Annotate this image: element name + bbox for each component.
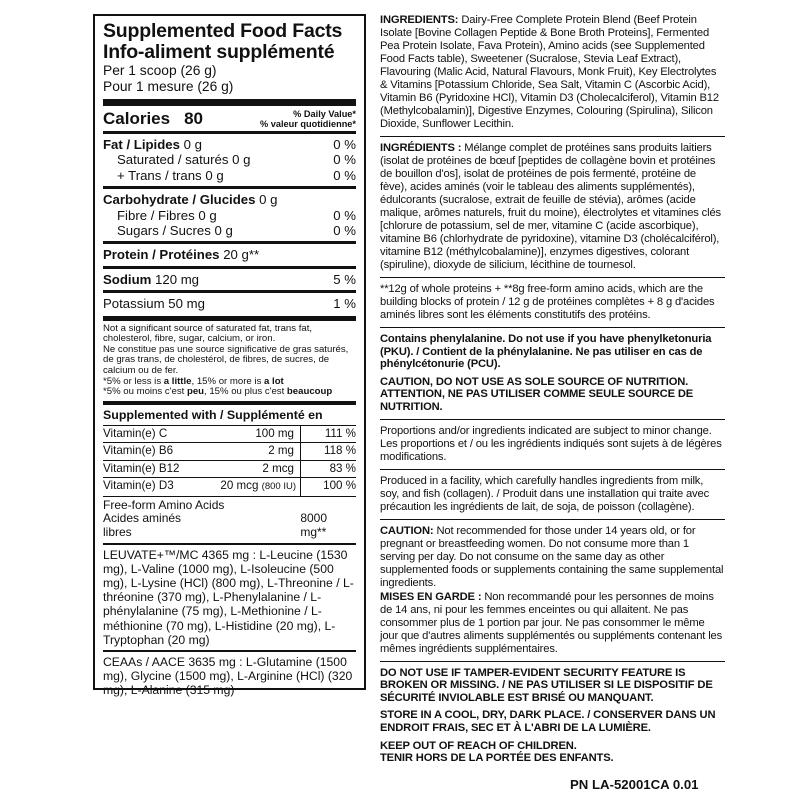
divider bbox=[380, 327, 725, 328]
ingredients-en bbox=[380, 14, 725, 131]
vitamin-amount: 2 mg bbox=[268, 444, 294, 458]
nutrient-row-saturated bbox=[103, 152, 356, 167]
nutrient-row-fibre bbox=[103, 208, 356, 223]
vitamin-dv: 100 % bbox=[300, 478, 356, 496]
ingredients-fr-text: Mélange complet de protéines sans produits laitiers (isolat de protéines de bœuf [peptides de collagène bovin et protéines de bouillon d'os], isolat de protéines de pois fermenté, protéine de fève), acides aminés (voir le tableau des aliments supplémentés), édulcorants (sucralose, extrait de feuille de stévia), arômes (acide malique, arômes naturels, fruit du moine), électrolytes et vitamines clés [chlorure de potassium, sel de mer, vitamine C (acide ascorbique), vitamine B6 (chlorhydrate de pyridoxine), vitamine D3 (cholécalciférol), vitamine B12 (méthylcobalamine)], enzymes digestives, colorant (spiruline), dioxyde de silicium, lécithine de tournesol. bbox=[380, 142, 721, 271]
divider bbox=[380, 469, 725, 470]
nutrient-dv: 0 % bbox=[333, 152, 356, 168]
medium-divider bbox=[103, 543, 356, 545]
medium-divider bbox=[103, 290, 356, 293]
ingredients-fr bbox=[380, 142, 725, 272]
proportions-note: Proportions and/or ingredients indicated are subject to minor change. Les proportions et / ou les ingrédients indiqués sont sujets à de légères modifications. bbox=[380, 424, 722, 463]
vitamin-name: Vitamin(e) D3 bbox=[103, 479, 174, 493]
ingredients-en-label: INGREDIENTS: bbox=[380, 14, 459, 26]
nutrient-amount: 20 g** bbox=[223, 247, 260, 263]
supplemented-heading: Supplemented with / Supplémenté en bbox=[103, 407, 323, 422]
nutrient-dv: 5 % bbox=[333, 271, 356, 287]
daily-value-en: % Daily Value* bbox=[293, 108, 356, 119]
mises-en-garde-fr bbox=[380, 591, 725, 656]
calories-row bbox=[103, 109, 356, 128]
medium-divider bbox=[103, 266, 356, 269]
daily-value-header bbox=[260, 109, 356, 129]
protein-footnote: **12g of whole proteins + **8g free-form amino acids, which are the building blocks of protein / 12 g de protéines complètes + 8 g d'acides aminés libres sont les éléments constitutifs des protéins. bbox=[380, 283, 715, 321]
leuvate-blend: LEUVATE+™/MC 4365 mg : L-Leucine (1530 mg), L-Valine (1000 mg), L-Isoleucine (500 mg), L-Lysine (HCl) (800 mg), L-Threonine / L-thréonine (370 mg), L-Phenylalanine / L-phénylalanine (75 mg), L-Methionine / L-méthionine (70 mg), L-Histidine (20 mg), L-Tryptophan (20 mg) bbox=[103, 547, 354, 647]
ingredients-en-text: Dairy-Free Complete Protein Blend (Beef Protein Isolate [Bovine Collagen Peptide & Bone Broth Proteins], Fermented Pea Protein Isolate, Fava Protein), Amino acids (see Supplemented Food Facts table), Sweetener (Sucralose, Stevia Leaf Extract), Flavouring (Malic Acid, Natural Flavours, Monk Fruit), Key Electrolytes & Vitamins [Potassium Chloride, Sea Salt, Vitamin C (Ascorbic Acid), Vitamin B6 (Pyridoxine HCl), Vitamin D3 (Cholecalciferol), Vitamin B12 (Methylcobalamin)], Digestive Enzymes, Colouring (Spirulina), Silicon Dioxide, Sunflower Lecithin. bbox=[380, 14, 719, 130]
nutrient-amount: 0 g bbox=[183, 137, 202, 152]
nutrient-amount: 0 g bbox=[259, 192, 278, 208]
caution-label: CAUTION: bbox=[380, 524, 434, 537]
divider bbox=[380, 136, 725, 137]
vitamin-row-b6 bbox=[103, 442, 356, 460]
amino-acids-value: 8000 mg** bbox=[300, 511, 328, 539]
nutrient-dv: 0 % bbox=[333, 167, 356, 183]
medium-divider bbox=[103, 650, 356, 652]
nutrient-label: Fibre / Fibres bbox=[117, 207, 195, 223]
nutrient-row-fat bbox=[103, 137, 356, 152]
divider bbox=[380, 419, 725, 420]
nutrient-row-carbohydrate bbox=[103, 192, 356, 207]
nutrient-row-protein bbox=[103, 247, 356, 262]
vitamin-row-d3 bbox=[103, 477, 356, 497]
daily-value-fr: % valeur quotidienne* bbox=[260, 118, 356, 129]
mises-en-garde-text: Non recommandé pour les personnes de moins de 14 ans, ni pour les femmes enceintes ou qui allaitent. Ne pas consommer plus de 1 portion par jour. Ne pas consommer le même jour que d'autres aliments supplémentés ou suppléments contenant les mêmes ingrédients supplémentaires. bbox=[380, 590, 723, 655]
vitamin-amount: 2 mcg bbox=[262, 461, 294, 475]
amino-acids-label-en: Free-form Amino Acids bbox=[103, 497, 225, 512]
vitamin-name: Vitamin(e) C bbox=[103, 426, 168, 440]
daily-value-note-en: *5% or less is a little, 15% or more is a lot bbox=[103, 375, 284, 387]
nutrient-amount: 0 g bbox=[232, 152, 251, 168]
ingredients-fr-label: INGRÉDIENTS : bbox=[380, 142, 462, 154]
nutrient-label: Potassium bbox=[103, 296, 165, 312]
thick-divider bbox=[103, 316, 356, 321]
nutrient-label: Sugars / Sucres bbox=[117, 223, 211, 239]
nutrient-dv: 0 % bbox=[333, 137, 356, 152]
vitamin-dv: 111 % bbox=[300, 426, 356, 443]
nutrient-amount: 0 g bbox=[198, 207, 217, 223]
nutrient-dv: 0 % bbox=[333, 223, 356, 239]
nutrient-row-potassium bbox=[103, 296, 356, 311]
nutrient-row-sodium bbox=[103, 272, 356, 287]
keep-out-of-reach-fr: TENIR HORS DE LA PORTÉE DES ENFANTS. bbox=[380, 752, 614, 765]
nutrient-label: Sodium bbox=[103, 271, 152, 287]
amino-acids-label-fr: Acides aminés libres bbox=[103, 511, 182, 539]
vitamin-amount-iu: (800 IU) bbox=[261, 481, 296, 493]
nutrient-amount: 0 g bbox=[205, 167, 224, 183]
nutrient-row-trans bbox=[103, 168, 356, 183]
ingredients-column bbox=[380, 14, 725, 770]
nutrient-label: Carbohydrate / Glucides bbox=[103, 192, 256, 208]
nutrient-dv: 1 % bbox=[333, 296, 356, 312]
nutrient-label: + Trans / trans bbox=[117, 167, 202, 183]
facts-title-fr: Info-aliment supplémenté bbox=[103, 41, 335, 63]
nutrient-amount: 50 mg bbox=[168, 296, 205, 312]
not-significant-note-en: Not a significant source of saturated fat, trans fat, cholesterol, fibre, sugar, calcium, or iron. bbox=[103, 322, 313, 345]
amino-acids-row bbox=[103, 512, 356, 539]
medium-divider bbox=[103, 241, 356, 244]
ceaas-blend: CEAAs / AACE 3635 mg : L-Glutamine (1500 mg), Glycine (1500 mg), L-Arginine (HCl) (320 mg), L-Alanine (315 mg) bbox=[103, 655, 353, 698]
nutrient-amount: 0 g bbox=[214, 223, 233, 239]
thick-divider bbox=[103, 401, 356, 405]
sole-source-caution: CAUTION, DO NOT USE AS SOLE SOURCE OF NUTRITION. ATTENTION, NE PAS UTILISER COMME SEULE SOURCE DE NUTRITION. bbox=[380, 375, 694, 413]
vitamin-name: Vitamin(e) B6 bbox=[103, 444, 174, 458]
caution-text: Not recommended for those under 14 years old, or for pregnant or breastfeeding women. Do not consume more than 1 serving per day. Do not consume on the same day as other supplemented foods or supplements containing the same supplemental ingredients. bbox=[380, 524, 724, 589]
daily-value-note-fr: *5% ou moins c'est peu, 15% ou plus c'est beaucoup bbox=[103, 386, 333, 398]
vitamin-dv: 118 % bbox=[300, 443, 356, 460]
medium-divider bbox=[103, 186, 356, 189]
medium-divider bbox=[103, 131, 356, 134]
thick-divider bbox=[103, 99, 356, 106]
vitamin-amount: 100 mg bbox=[255, 426, 294, 440]
not-significant-note-fr: Ne constitue pas une source significative de gras saturés, de gras trans, de cholestérol, de fibres, de sucres, de calcium ou de fer. bbox=[103, 343, 349, 377]
vitamin-name: Vitamin(e) B12 bbox=[103, 461, 180, 475]
divider bbox=[380, 519, 725, 520]
nutrient-amount: 120 mg bbox=[155, 271, 200, 287]
caution-en bbox=[380, 525, 725, 590]
facility-note: Produced in a facility, which carefully handles ingredients from milk, soy, and fish (collagen). / Produit dans une installation qui traite avec précaution les ingrédients de lait, de soja, de poisson (collagène). bbox=[380, 474, 710, 513]
storage-instructions: STORE IN A COOL, DRY, DARK PLACE. / CONSERVER DANS UN ENDROIT FRAIS, SEC ET À L'ABRI DE LA LUMIÈRE. bbox=[380, 709, 716, 734]
divider bbox=[380, 661, 725, 662]
nutrient-label: Protein / Protéines bbox=[103, 247, 220, 263]
vitamin-row-b12 bbox=[103, 460, 356, 478]
calories-value: 80 bbox=[184, 108, 204, 128]
nutrient-label: Saturated / saturés bbox=[117, 152, 229, 168]
tamper-warning: DO NOT USE IF TAMPER-EVIDENT SECURITY FEATURE IS BROKEN OR MISSING. / NE PAS UTILISER SI LE DISPOSITIF DE SÉCURITÉ INVIOLABLE EST BRISÉ OU MANQUANT. bbox=[380, 666, 713, 704]
facts-title-en: Supplemented Food Facts bbox=[103, 20, 343, 42]
serving-size-en: Per 1 scoop (26 g) bbox=[103, 63, 217, 78]
mises-en-garde-label: MISES EN GARDE : bbox=[380, 590, 482, 603]
nutrient-dv: 0 % bbox=[333, 207, 356, 223]
serving-size-fr: Pour 1 mesure (26 g) bbox=[103, 79, 234, 94]
supplemented-food-facts-panel bbox=[93, 14, 366, 698]
calories-label: Calories bbox=[103, 108, 171, 128]
keep-out-of-reach-en: KEEP OUT OF REACH OF CHILDREN. bbox=[380, 739, 577, 752]
vitamin-row-c bbox=[103, 426, 356, 443]
nutrient-label: Fat / Lipides bbox=[103, 137, 180, 152]
vitamin-amount: 20 mcg bbox=[220, 479, 259, 493]
vitamin-dv: 83 % bbox=[300, 461, 356, 478]
phenylalanine-warning: Contains phenylalanine. Do not use if you have phenylketonuria (PKU). / Contient de la phénylalanine. Ne pas utiliser en cas de phénylcétonurie (PCU). bbox=[380, 333, 712, 371]
divider bbox=[380, 277, 725, 278]
nutrient-row-sugars bbox=[103, 223, 356, 238]
part-number: PN LA-52001CA 0.01 bbox=[570, 777, 699, 792]
